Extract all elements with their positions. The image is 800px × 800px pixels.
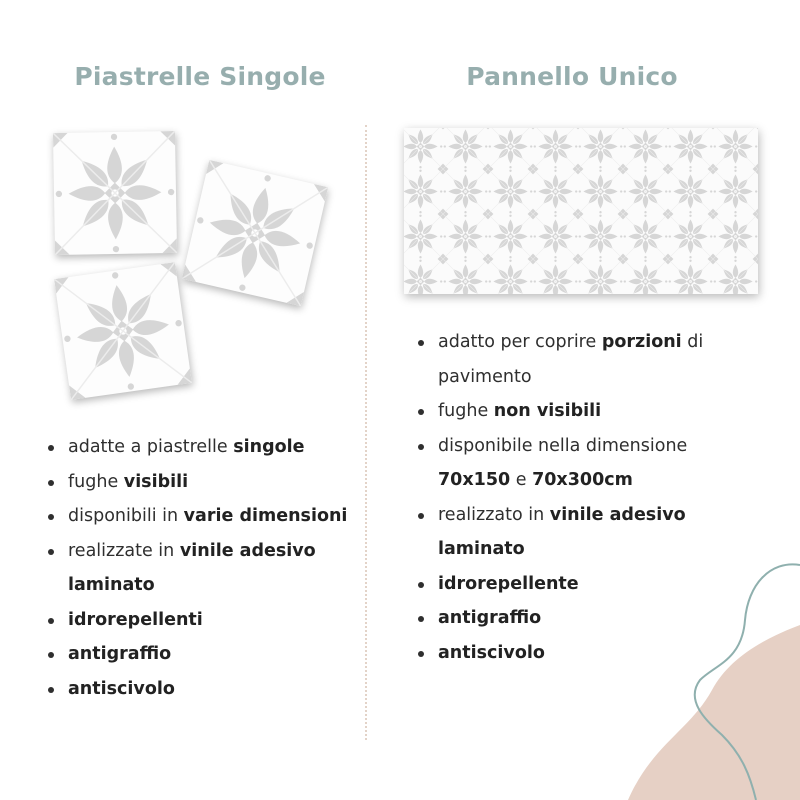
single-tiles-feature-list bbox=[46, 430, 356, 706]
feature-highlight: singole bbox=[233, 437, 305, 457]
feature-item bbox=[416, 498, 746, 567]
feature-text: fughe bbox=[438, 401, 494, 421]
feature-item bbox=[46, 672, 356, 707]
feature-item bbox=[46, 499, 356, 534]
single-tiles-illustration bbox=[50, 128, 340, 408]
feature-text: disponibili in bbox=[68, 506, 184, 526]
feature-highlight: vinile adesivo laminato bbox=[438, 504, 686, 559]
feature-text: adatto per coprire bbox=[438, 332, 602, 352]
feature-item bbox=[46, 534, 356, 603]
pannello-unico-title: Pannello Unico bbox=[466, 62, 678, 91]
feature-highlight: antigraffio bbox=[438, 608, 542, 628]
tile-right bbox=[182, 160, 328, 306]
column-divider bbox=[365, 125, 367, 740]
feature-highlight: vinile adesivo laminato bbox=[68, 540, 316, 595]
feature-highlight: antiscivolo bbox=[68, 678, 175, 699]
single-panel-feature-list bbox=[416, 325, 746, 670]
feature-item bbox=[416, 325, 746, 394]
feature-highlight: idrorepellente bbox=[438, 573, 579, 594]
feature-text: adatte a piastrelle bbox=[68, 437, 234, 457]
feature-item bbox=[416, 429, 746, 498]
feature-item bbox=[416, 394, 746, 429]
feature-text: realizzate in bbox=[68, 540, 180, 561]
feature-highlight: visibili bbox=[123, 471, 189, 492]
feature-highlight: 70x150 bbox=[438, 470, 511, 490]
feature-highlight: idrorepellenti bbox=[68, 609, 203, 630]
feature-item bbox=[416, 636, 746, 671]
feature-text: disponibile nella dimensione bbox=[438, 435, 688, 456]
feature-item bbox=[46, 465, 356, 500]
feature-highlight: antigraffio bbox=[68, 644, 172, 664]
feature-item bbox=[46, 637, 356, 672]
feature-text: fughe bbox=[68, 471, 124, 492]
feature-item bbox=[416, 567, 746, 602]
tile-top-left bbox=[53, 131, 177, 255]
feature-highlight: porzioni bbox=[601, 332, 682, 352]
feature-text: e bbox=[510, 470, 533, 490]
single-panel-illustration bbox=[404, 128, 758, 294]
feature-text: di pavimento bbox=[438, 332, 704, 387]
feature-item bbox=[46, 603, 356, 638]
feature-highlight: non visibili bbox=[493, 401, 602, 421]
feature-highlight: antiscivolo bbox=[438, 642, 545, 663]
feature-highlight: varie dimensioni bbox=[183, 506, 348, 526]
feature-highlight: 70x300cm bbox=[532, 470, 633, 490]
feature-item bbox=[46, 430, 356, 465]
feature-text: realizzato in bbox=[438, 504, 550, 525]
piastrelle-singole-title: Piastrelle Singole bbox=[74, 62, 326, 91]
feature-item bbox=[416, 601, 746, 636]
tile-bottom-left bbox=[54, 262, 192, 400]
